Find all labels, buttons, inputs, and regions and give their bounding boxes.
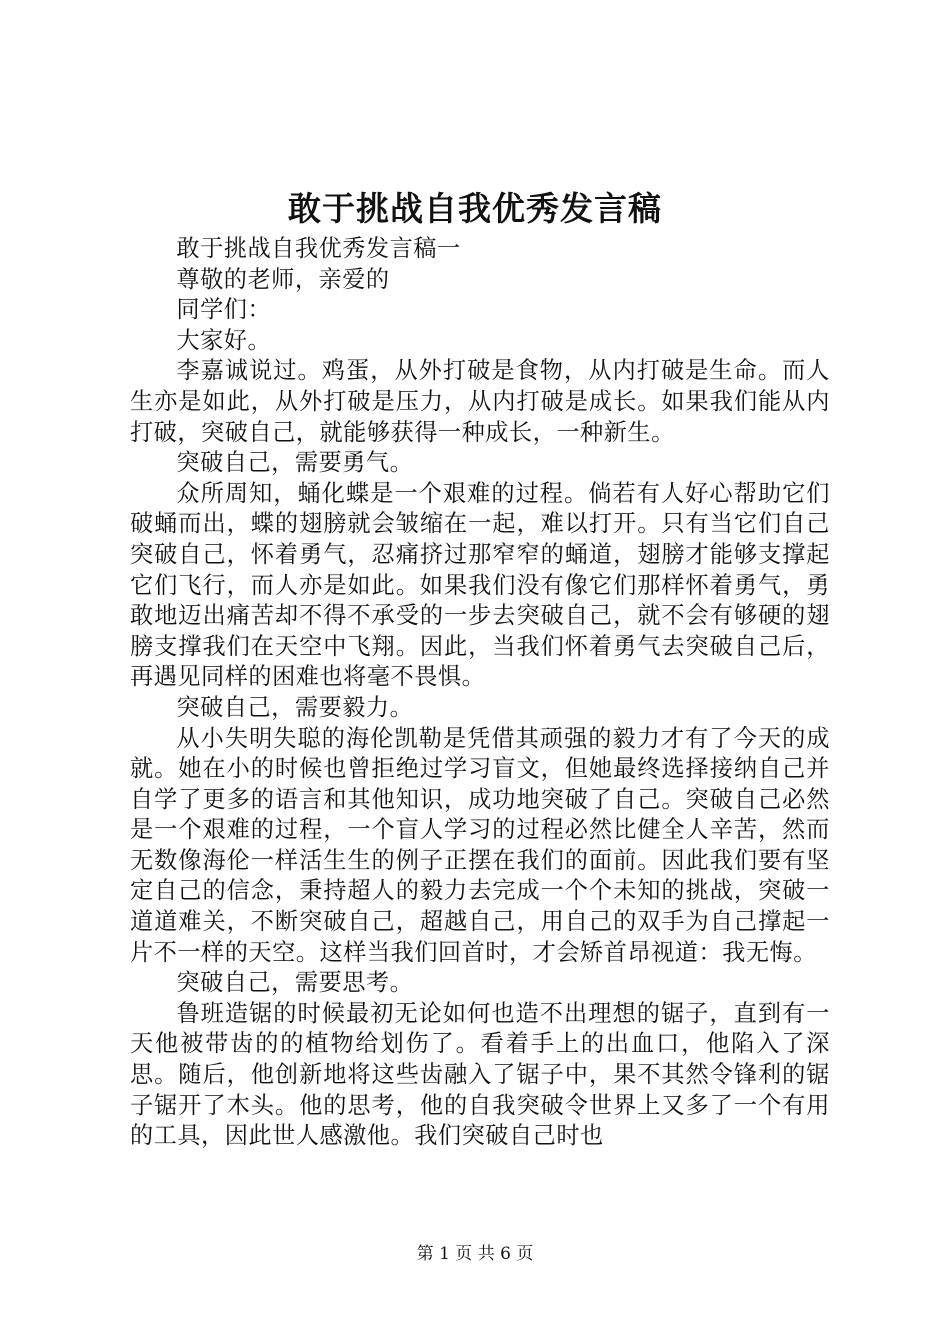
paragraph: 众所周知，蛹化蝶是一个艰难的过程。倘若有人好心帮助它们破蛹而出，蝶的翅膀就会皱缩在一起，难以打开。只有当它们自己突破自己，怀着勇气，忍痛挤过那窄窄的蛹道，翅膀才能够支撑起它们飞行，而人亦是如此。如果我们没有像它们那样怀着勇气，勇敢地迈出痛苦却不得不承受的一步去突破自己，就不会有够硬的翅膀支撑我们在天空中飞翔。因此，当我们怀着勇气去突破自己后，再遇见同样的困难也将毫不畏惧。: [130, 479, 830, 691]
paragraph: 敢于挑战自我优秀发言稿一: [176, 235, 461, 262]
paragraph: 大家好。: [176, 326, 272, 354]
document-body: [130, 234, 830, 1152]
paragraph: 尊敬的老师，亲爱的: [176, 265, 390, 293]
section-heading: 突破自己，需要毅力。: [176, 693, 414, 721]
paragraph: 李嘉诚说过。鸡蛋，从外打破是食物，从内打破是生命。而人生亦是如此，从外打破是压力，从内打破是成长。如果我们能从内打破，突破自己，就能够获得一种成长，一种新生。: [130, 357, 830, 446]
paragraph: 鲁班造锯的时候最初无论如何也造不出理想的锯子，直到有一天他被带齿的的植物给划伤了。看着手上的出血口，他陷入了深思。随后，他创新地将这些齿融入了锯子中，果不其然令锋利的锯子锯开了木头。他的思考，他的自我突破令世界上又多了一个有用的工具，因此世人感激他。我们突破自己时也: [130, 999, 830, 1150]
document-title: 敢于挑战自我优秀发言稿: [288, 189, 662, 228]
page-footer: 第 1 页 共 6 页: [416, 1244, 534, 1264]
section-heading: 突破自己，需要思考。: [176, 969, 414, 997]
section-heading: 突破自己，需要勇气。: [176, 449, 414, 477]
paragraph: 从小失明失聪的海伦凯勒是凭借其顽强的毅力才有了今天的成就。她在小的时候也曾拒绝过学习盲文，但她最终选择接纳自己并自学了更多的语言和其他知识，成功地突破了自己。突破自己必然是一个艰难的过程，一个盲人学习的过程必然比健全人辛苦，然而无数像海伦一样活生生的例子正摆在我们的面前。因此我们要有坚定自己的信念，秉持超人的毅力去完成一个个未知的挑战，突破一道道难关，不断突破自己，超越自己，用自己的双手为自己撑起一片不一样的天空。这样当我们回首时，才会矫首昂视道：我无悔。: [130, 724, 830, 966]
paragraph: 同学们：: [176, 296, 272, 324]
